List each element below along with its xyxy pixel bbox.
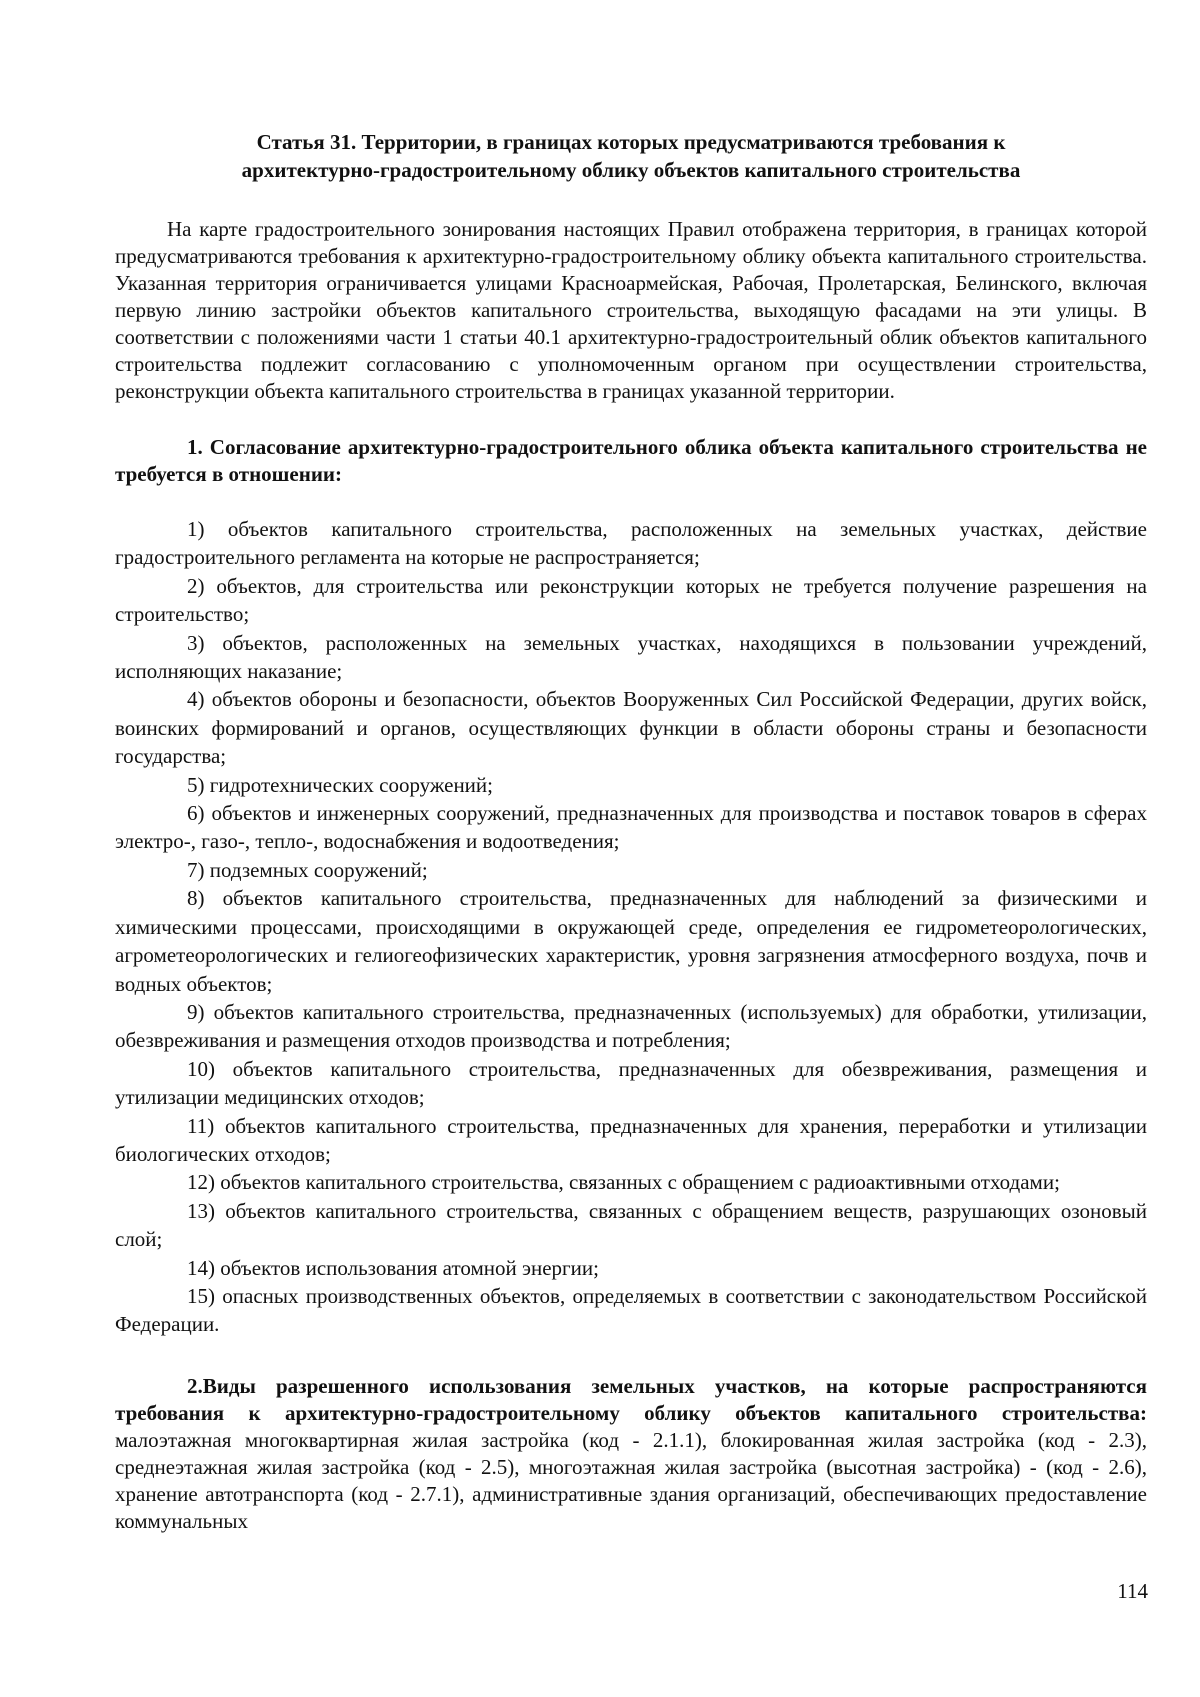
list-item: 2) объектов, для строительства или реконструкции которых не требуется получение разрешения на строительство; — [115, 573, 1147, 627]
section-2-paragraph — [115, 1373, 1147, 1535]
list-item: 13) объектов капитального строительства, связанных с обращением веществ, разрушающих озоновый слой; — [115, 1198, 1147, 1252]
section-2-text: малоэтажная многоквартирная жилая застройка (код - 2.1.1), блокированная жилая застройка (код - 2.3), среднеэтажная жилая застройка (код - 2.5), многоэтажная жилая застройка (высотная застройка) - (код - 2.6), хранение автотранспорта (код - 2.7.1), административные здания организаций, обеспечивающих предоставление коммунальных — [115, 1427, 1147, 1533]
list-item: 9) объектов капитального строительства, предназначенных (используемых) для обработки, утилизации, обезвреживания и размещения отходов производства и потребления; — [115, 999, 1147, 1053]
page-number: 114 — [1117, 1579, 1148, 1603]
list-item: 5) гидротехнических сооружений; — [187, 772, 493, 797]
section-1-list — [115, 515, 1147, 1339]
list-item: 1) объектов капитального строительства, расположенных на земельных участках, действие градостроительного регламента на которые не распространяется; — [115, 517, 1147, 570]
document-content — [115, 128, 1147, 1535]
list-item: 4) объектов обороны и безопасности, объектов Вооруженных Сил Российской Федерации, других войск, воинских формирований и органов, осуществляющих функции в области обороны страны и безопасности государства; — [115, 687, 1147, 769]
article-title — [115, 128, 1147, 184]
intro-paragraph: На карте градостроительного зонирования настоящих Правил отображена территория, в границах которой предусматриваются требования к архитектурно-градостроительному облику объекта капитального строительства. Указанная территория ограничивается улицами Красноармейская, Рабочая, Пролетарская, Белинского, включая первую линию застройки объектов капитального строительства, выходящую фасадами на эти улицы. В соответствии с положениями части 1 статьи 40.1 архитектурно-градостроительный облик объектов капитального строительства подлежит согласованию с уполномоченным органом при осуществлении строительства, реконструкции объекта капитального строительства в границах указанной территории. — [115, 217, 1147, 403]
list-item: 7) подземных сооружений; — [187, 857, 428, 882]
section-1-heading: 1. Согласование архитектурно-градостроительного облика объекта капитального строительства не требуется в отношении: — [115, 435, 1147, 486]
list-item: 6) объектов и инженерных сооружений, предназначенных для производства и поставок товаров в сферах электро-, газо-, тепло-, водоснабжения и водоотведения; — [115, 801, 1147, 854]
list-item: 3) объектов, расположенных на земельных участках, находящихся в пользовании учреждений, исполняющих наказание; — [115, 630, 1147, 684]
list-item: 14) объектов использования атомной энергии; — [187, 1255, 599, 1280]
article-title-line-2: архитектурно-градостроительному облику объектов капитального строительства — [241, 158, 1021, 182]
list-item: 10) объектов капитального строительства, предназначенных для обезвреживания, размещения и утилизации медицинских отходов; — [115, 1056, 1147, 1110]
list-item: 8) объектов капитального строительства, предназначенных для наблюдений за физическими и химическими процессами, происходящими в окружающей среде, определения ее гидрометеорологических, агрометеорологических и гелиогеофизических характеристик, уровня загрязнения атмосферного воздуха, почв и водных объектов; — [115, 886, 1147, 996]
list-item: 15) опасных производственных объектов, определяемых в соответствии с законодательством Российской Федерации. — [115, 1283, 1147, 1337]
section-2-heading: 2.Виды разрешенного использования земельных участков, на которые распространяются требования к архитектурно-градостроительному облику объектов капитального строительства: — [115, 1373, 1147, 1425]
article-title-line-1: Статья 31. Территории, в границах которых предусматриваются требования к — [256, 130, 1006, 154]
list-item: 12) объектов капитального строительства, связанных с обращением с радиоактивными отходами; — [187, 1170, 1060, 1195]
list-item: 11) объектов капитального строительства, предназначенных для хранения, переработки и утилизации биологических отходов; — [115, 1113, 1147, 1166]
